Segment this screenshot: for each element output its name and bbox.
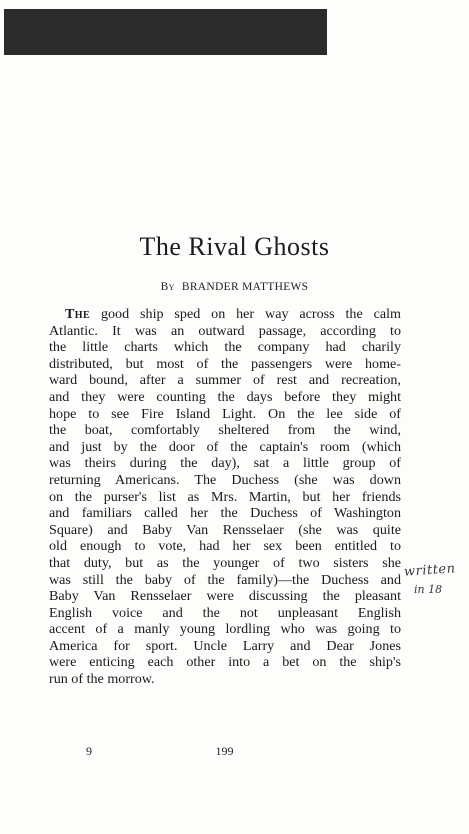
- text-line: the boat, comfortably sheltered from the wind,: [49, 422, 401, 439]
- text-line: hope to see Fire Island Light. On the lee side of: [49, 405, 401, 422]
- text-line: Baby Van Rensselaer were discussing the pleasant: [49, 588, 401, 605]
- text-line: English voice and the not unpleasant English: [49, 604, 401, 621]
- story-body: [49, 306, 401, 688]
- byline: [0, 281, 469, 293]
- text-line: were enticing each other into a bet on the ship's: [49, 654, 401, 671]
- text-line: [49, 306, 401, 323]
- opening-word: The: [65, 306, 91, 322]
- text-line: old enough to vote, had her sex been entitled to: [49, 538, 401, 555]
- text-line: distributed, but most of the passengers were home-: [49, 355, 401, 372]
- text-line: was still the baby of the family)—the Duchess and: [49, 571, 401, 588]
- signature-mark: 9: [86, 744, 92, 758]
- text-line: America for sport. Uncle Larry and Dear Jones: [49, 637, 401, 654]
- author-name: BRANDER MATTHEWS: [181, 281, 309, 293]
- redaction-bar: [4, 9, 327, 55]
- margin-note-sub: in 18: [414, 583, 443, 596]
- story-title: The Rival Ghosts: [139, 232, 330, 261]
- text-line: Square) and Baby Van Rensselaer (she was quite: [49, 521, 401, 538]
- text-line: was theirs during the day), sat a little group of: [49, 455, 401, 472]
- text-line: returning Americans. The Duchess (she was down: [49, 471, 401, 488]
- text-line-content: good ship sped on her way across the calm: [90, 306, 401, 322]
- text-line: the little charts which the company had charily: [49, 339, 401, 356]
- text-line: and familiars called her the Duchess of Washington: [49, 505, 401, 522]
- text-line: and just by the door of the captain's room (which: [49, 438, 401, 455]
- text-line: that duty, but as the younger of two sisters she: [49, 554, 401, 571]
- text-line: Atlantic. It was an outward passage, according to: [49, 322, 401, 339]
- text-line: run of the morrow.: [49, 671, 155, 688]
- text-line: accent of a manly young lordling who was going to: [49, 621, 401, 638]
- byline-prefix: By: [160, 281, 175, 293]
- margin-note-word: written: [403, 561, 456, 580]
- text-line: and they were counting the days before they might: [49, 388, 401, 405]
- page-number: 199: [215, 744, 234, 758]
- text-line: on the purser's list as Mrs. Martin, but her friends: [49, 488, 401, 505]
- text-line: ward bound, after a summer of rest and recreation,: [49, 372, 401, 389]
- handwritten-margin-note: [404, 563, 466, 611]
